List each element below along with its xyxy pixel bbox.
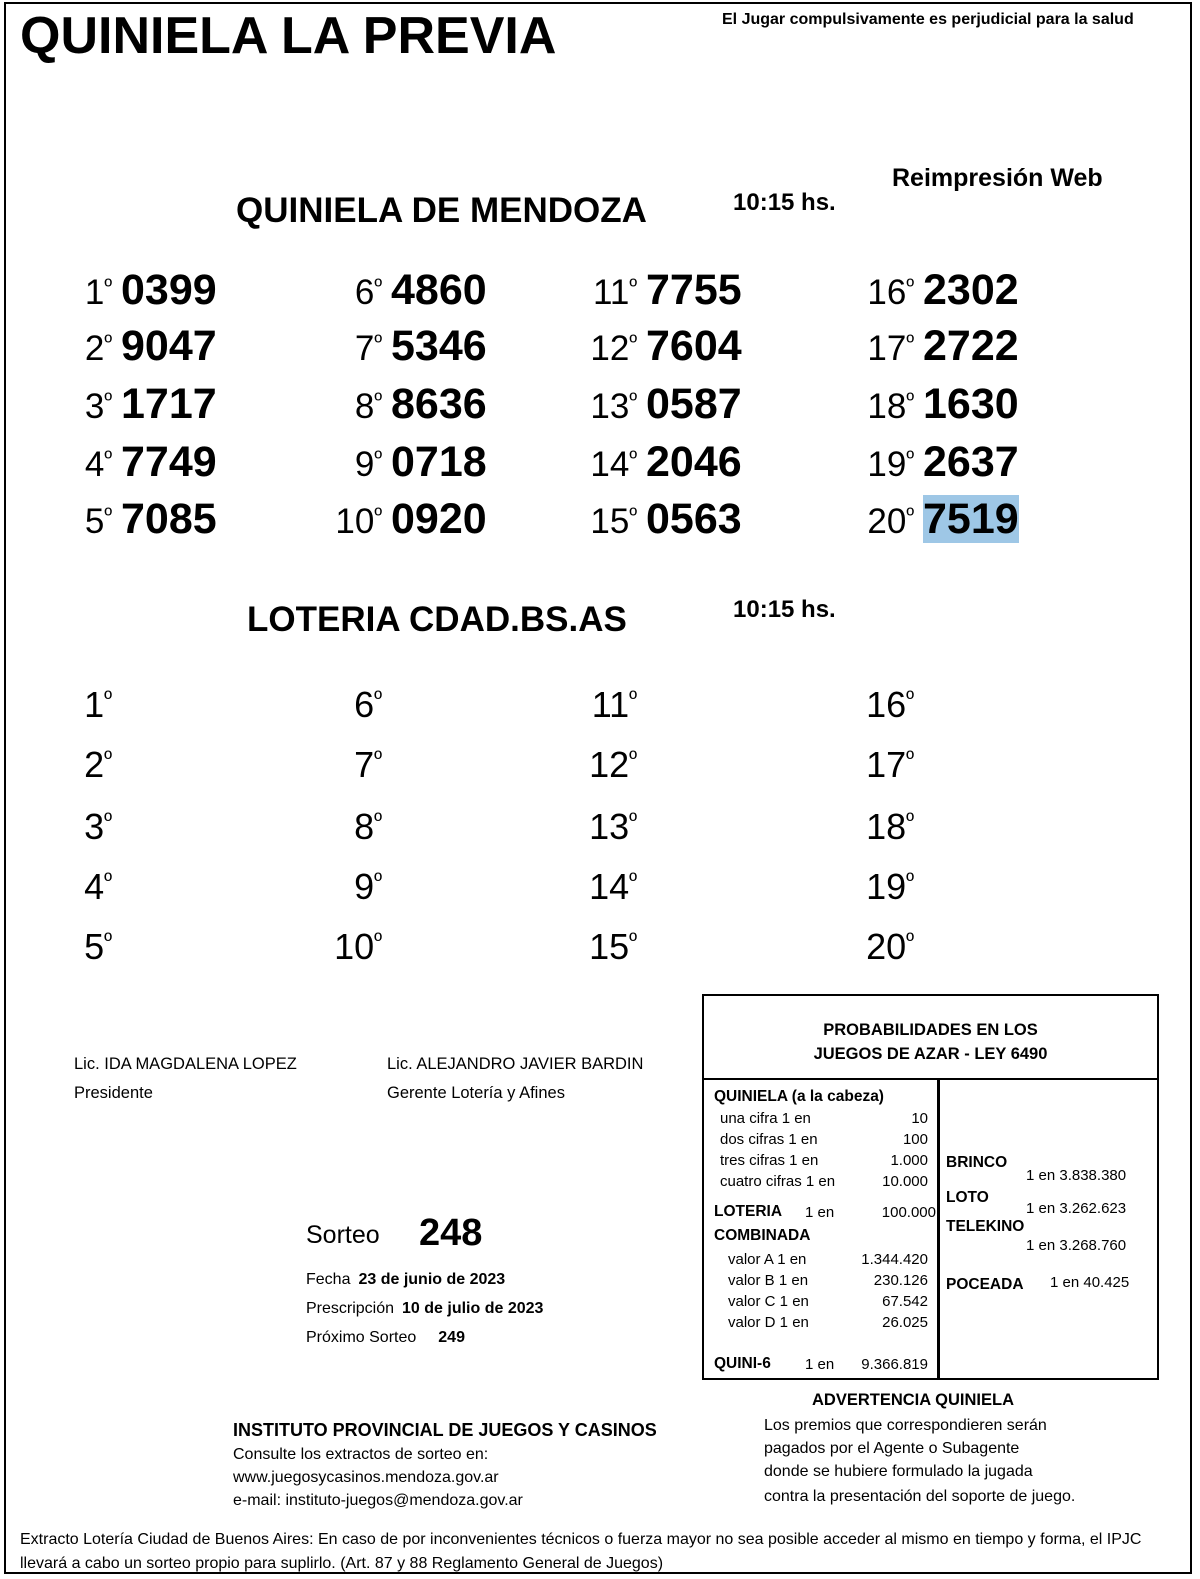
result-position: $15^º$ xyxy=(589,926,637,967)
result-cell-14 xyxy=(585,866,637,908)
advertencia-line-3: donde se hubiere formulado la jugada xyxy=(764,1463,1033,1480)
result-value: 0718 xyxy=(391,438,487,486)
result-cell-16 xyxy=(862,684,914,726)
prescripcion-label: Prescripción xyxy=(306,1300,395,1317)
proximo-label: Próximo Sorteo xyxy=(306,1329,417,1346)
institute-website: www.juegosycasinos.mendoza.gov.ar xyxy=(233,1469,499,1486)
advertencia-line-4: contra la presentación del soporte de juego. xyxy=(764,1488,1076,1505)
result-cell-19 xyxy=(862,438,1019,487)
page-title: QUINIELA LA PREVIA xyxy=(20,7,557,65)
probabilities-header xyxy=(704,996,1157,1080)
result-value: 8636 xyxy=(391,380,487,428)
result-position: $13^º$ xyxy=(590,387,637,426)
result-cell-14 xyxy=(585,438,742,487)
result-position: $17^º$ xyxy=(867,329,914,368)
result-cell-7 xyxy=(330,322,487,371)
proximo-row xyxy=(306,1329,465,1347)
result-position: $17^º$ xyxy=(866,744,914,785)
result-cell-1 xyxy=(60,684,112,726)
result-position: $20^º$ xyxy=(866,926,914,967)
result-cell-20 xyxy=(862,495,1019,544)
result-value: 7085 xyxy=(121,495,217,543)
result-cell-4 xyxy=(60,438,217,487)
result-position: $14^º$ xyxy=(589,866,637,907)
result-position: $3^º$ xyxy=(84,806,112,847)
prob-row-label: cuatro cifras 1 en xyxy=(720,1173,836,1190)
prob-row-value: 100 xyxy=(902,1131,928,1148)
probabilities-divider xyxy=(937,1080,940,1378)
footer-note: Extracto Lotería Ciudad de Buenos Aires: En caso de por inconvenientes técnicos o fuerza mayor no sea posible acceder al mismo en tiempo y forma, el IPJC llevará a cabo un sorteo propio para suplirlo. (Art. 87 y 88 Reglamento General de Juegos) xyxy=(20,1531,1142,1572)
loto-prob-value: 1 en 3.262.623 xyxy=(1026,1200,1127,1217)
fecha-label: Fecha xyxy=(306,1271,351,1288)
result-position: $16^º$ xyxy=(866,684,914,725)
result-cell-6 xyxy=(330,684,382,726)
result-cell-18 xyxy=(862,380,1019,429)
result-value: 0399 xyxy=(121,266,217,314)
result-position: $10^º$ xyxy=(335,502,382,541)
result-value: 2637 xyxy=(923,438,1019,486)
result-cell-9 xyxy=(330,866,382,908)
result-position: $7^º$ xyxy=(354,744,382,785)
result-position: $9^º$ xyxy=(354,866,382,907)
result-position: $20^º$ xyxy=(867,502,914,541)
loto-prob-label: LOTO xyxy=(946,1189,989,1206)
result-cell-7 xyxy=(330,744,382,786)
quini6-prob-label: QUINI-6 xyxy=(714,1355,771,1372)
result-position: $12^º$ xyxy=(590,329,637,368)
result-value: 7749 xyxy=(121,438,217,486)
poceada-prob-value: 1 en 40.425 xyxy=(1050,1274,1130,1291)
result-cell-12 xyxy=(585,322,742,371)
result-cell-16 xyxy=(862,266,1019,315)
result-cell-3 xyxy=(60,806,112,848)
telekino-prob-value: 1 en 3.268.760 xyxy=(1026,1237,1127,1254)
result-cell-5 xyxy=(60,495,217,544)
prob-row-label: valor A 1 en xyxy=(728,1251,807,1268)
probabilities-title-1: PROBABILIDADES EN LOS xyxy=(823,1021,1038,1039)
prob-row-label: tres cifras 1 en xyxy=(720,1152,819,1169)
prob-row-value: 1.000 xyxy=(890,1152,928,1169)
prescripcion-row xyxy=(306,1300,543,1318)
signature-right xyxy=(387,1050,643,1108)
prob-row-label: valor B 1 en xyxy=(728,1272,809,1289)
result-cell-3 xyxy=(60,380,217,429)
prob-row-value: 10.000 xyxy=(882,1173,928,1190)
sorteo-label: Sorteo xyxy=(306,1221,380,1249)
result-cell-12 xyxy=(585,744,637,786)
result-position: $11^º$ xyxy=(591,684,637,725)
result-value: 5346 xyxy=(391,322,487,370)
prob-row-label: dos cifras 1 en xyxy=(720,1131,818,1148)
result-position: $12^º$ xyxy=(589,744,637,785)
loteria-prob-text: 1 en xyxy=(805,1204,835,1221)
result-cell-4 xyxy=(60,866,112,908)
result-cell-17 xyxy=(862,322,1019,371)
result-position: $8^º$ xyxy=(354,806,382,847)
result-value: 7755 xyxy=(646,266,742,314)
reprint-label: Reimpresión Web xyxy=(892,164,1103,192)
result-value: 7604 xyxy=(646,322,742,370)
result-value: 9047 xyxy=(121,322,217,370)
quini6-prob-value: 9.366.819 xyxy=(861,1356,928,1373)
result-position: $8^º$ xyxy=(354,387,382,426)
quini6-prob-text: 1 en xyxy=(805,1356,835,1373)
result-cell-8 xyxy=(330,380,487,429)
result-cell-5 xyxy=(60,926,112,968)
result-position: $6^º$ xyxy=(354,684,382,725)
result-value: 2302 xyxy=(923,266,1019,314)
probabilities-title-2: JUEGOS DE AZAR - LEY 6490 xyxy=(813,1045,1048,1063)
result-cell-8 xyxy=(330,806,382,848)
prob-row-label: valor C 1 en xyxy=(728,1293,809,1310)
signature-left-name: Lic. IDA MAGDALENA LOPEZ xyxy=(74,1055,297,1073)
brinco-prob-label: BRINCO xyxy=(946,1154,1008,1171)
result-position: $13^º$ xyxy=(589,806,637,847)
result-cell-9 xyxy=(330,438,487,487)
prescripcion-value: 10 de julio de 2023 xyxy=(402,1300,544,1317)
result-position: $2^º$ xyxy=(84,329,112,368)
result-position: $7^º$ xyxy=(354,329,382,368)
loteria-prob-label: LOTERIA xyxy=(714,1203,783,1220)
prob-row-value: 26.025 xyxy=(882,1314,928,1331)
gambling-warning: El Jugar compulsivamente es perjudicial para la salud xyxy=(722,11,1134,28)
result-position: $19^º$ xyxy=(866,866,914,907)
prob-row-value: 1.344.420 xyxy=(861,1251,928,1268)
telekino-prob-label: TELEKINO xyxy=(946,1218,1025,1235)
result-value: 1630 xyxy=(923,380,1019,428)
result-cell-6 xyxy=(330,266,487,315)
institute-email: e-mail: instituto-juegos@mendoza.gov.ar xyxy=(233,1492,523,1509)
prob-row-value: 230.126 xyxy=(873,1272,928,1289)
result-position: $6^º$ xyxy=(354,273,382,312)
result-position: $5^º$ xyxy=(84,926,112,967)
result-value: 0587 xyxy=(646,380,742,428)
result-position: $15^º$ xyxy=(590,502,637,541)
result-cell-20 xyxy=(862,926,914,968)
mendoza-title: QUINIELA DE MENDOZA xyxy=(236,191,647,230)
fecha-row xyxy=(306,1271,505,1289)
ciudad-title: LOTERIA CDAD.BS.AS xyxy=(247,600,627,639)
result-cell-11 xyxy=(585,266,742,315)
result-cell-15 xyxy=(585,926,637,968)
result-cell-13 xyxy=(585,380,742,429)
signature-left xyxy=(74,1050,297,1108)
result-position: $5^º$ xyxy=(84,502,112,541)
quiniela-prob-title: QUINIELA (a la cabeza) xyxy=(714,1088,884,1105)
advertencia-title: ADVERTENCIA QUINIELA xyxy=(812,1391,1014,1409)
institute-title: INSTITUTO PROVINCIAL DE JUEGOS Y CASINOS xyxy=(233,1420,657,1440)
loteria-prob-value: 100.000 xyxy=(881,1204,936,1221)
combinada-prob-title: COMBINADA xyxy=(714,1227,811,1244)
result-position: $2^º$ xyxy=(84,744,112,785)
result-cell-10 xyxy=(330,495,487,544)
prob-row-value: 67.542 xyxy=(882,1293,928,1310)
result-cell-11 xyxy=(585,684,637,726)
result-position: $4^º$ xyxy=(84,866,112,907)
result-position: $19^º$ xyxy=(867,445,914,484)
signature-right-name: Lic. ALEJANDRO JAVIER BARDIN xyxy=(387,1055,644,1073)
result-value: 4860 xyxy=(391,266,487,314)
result-cell-2 xyxy=(60,322,217,371)
fecha-value: 23 de junio de 2023 xyxy=(358,1271,506,1288)
prob-row-label: una cifra 1 en xyxy=(720,1110,811,1127)
advertencia-line-2: pagados por el Agente o Subagente xyxy=(764,1440,1020,1457)
result-cell-1 xyxy=(60,266,217,315)
result-position: $16^º$ xyxy=(867,273,914,312)
advertencia-line-1: Los premios que correspondieren serán xyxy=(764,1417,1047,1434)
result-value: 7519 xyxy=(923,495,1019,543)
signature-right-role: Gerente Lotería y Afines xyxy=(387,1084,565,1102)
result-position: $3^º$ xyxy=(84,387,112,426)
result-position: $1^º$ xyxy=(84,273,112,312)
result-position: $11^º$ xyxy=(592,273,637,312)
prob-row-label: valor D 1 en xyxy=(728,1314,809,1331)
result-cell-15 xyxy=(585,495,742,544)
result-cell-10 xyxy=(330,926,382,968)
result-value: 2046 xyxy=(646,438,742,486)
probabilities-box xyxy=(702,994,1159,1380)
result-cell-2 xyxy=(60,744,112,786)
prob-row-value: 10 xyxy=(911,1110,928,1127)
poceada-prob-label: POCEADA xyxy=(946,1276,1024,1293)
result-cell-13 xyxy=(585,806,637,848)
result-value: 1717 xyxy=(121,380,217,428)
proximo-value: 249 xyxy=(438,1329,465,1346)
result-cell-19 xyxy=(862,866,914,908)
ciudad-time: 10:15 hs. xyxy=(733,596,836,623)
result-position: $18^º$ xyxy=(867,387,914,426)
result-position: $1^º$ xyxy=(84,684,112,725)
signature-left-role: Presidente xyxy=(74,1084,153,1102)
result-position: $4^º$ xyxy=(84,445,112,484)
brinco-prob-value: 1 en 3.838.380 xyxy=(1026,1167,1127,1184)
result-cell-17 xyxy=(862,744,914,786)
result-cell-18 xyxy=(862,806,914,848)
result-position: $18^º$ xyxy=(866,806,914,847)
result-value: 0563 xyxy=(646,495,742,543)
result-position: $14^º$ xyxy=(590,445,637,484)
result-position: $9^º$ xyxy=(354,445,382,484)
result-value: 2722 xyxy=(923,322,1019,370)
result-value: 0920 xyxy=(391,495,487,543)
sorteo-number: 248 xyxy=(419,1212,483,1254)
result-position: $10^º$ xyxy=(334,926,382,967)
mendoza-time: 10:15 hs. xyxy=(733,189,836,216)
institute-line-1: Consulte los extractos de sorteo en: xyxy=(233,1446,489,1463)
